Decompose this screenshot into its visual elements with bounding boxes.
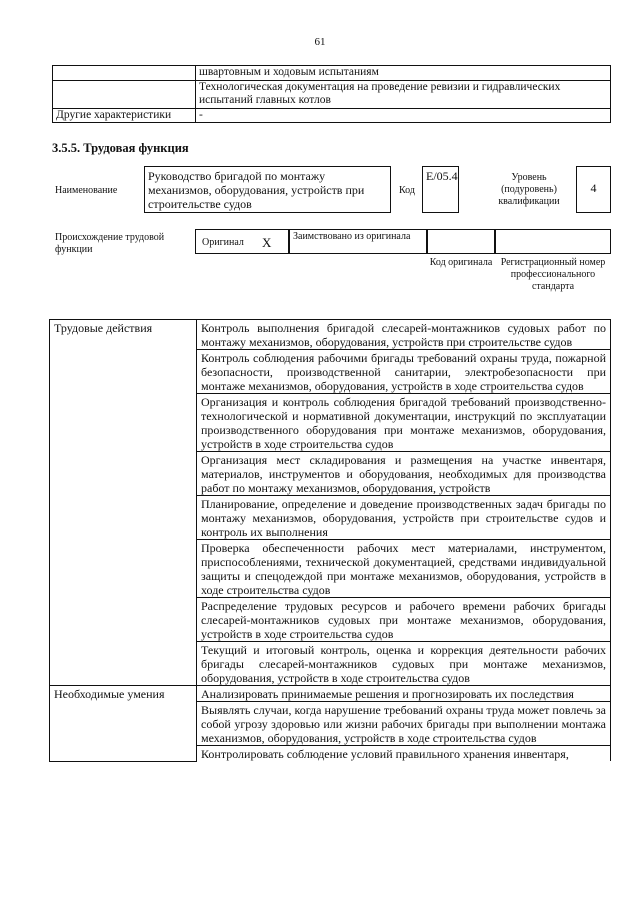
name-label: Наименование — [55, 185, 118, 196]
page-number: 61 — [314, 36, 326, 48]
code-label: Код — [399, 185, 415, 196]
original-code-caption: Код оригинала — [429, 257, 493, 268]
top-table-empty-cell — [53, 66, 196, 81]
top-table-empty-cell — [53, 80, 196, 108]
other-characteristics-label: Другие характеристики — [53, 108, 196, 123]
top-table-row2-text: Технологическая документация на проведение ревизии и гидравлических испытаний главных котлов — [196, 80, 611, 108]
code-box: E/05.4 — [422, 166, 459, 213]
original-code-box — [427, 229, 495, 254]
action-cell: Распределение трудовых ресурсов и рабочего времени рабочих бригады слесарей-монтажников судовых при монтаже механизмов, оборудования, устройств в ходе строительства судов — [197, 598, 611, 642]
action-cell: Контроль выполнения бригадой слесарей-монтажников судовых работ по монтажу механизмов, оборудования, устройств при строительстве судов — [197, 320, 611, 350]
top-table — [52, 65, 611, 123]
section-heading: 3.5.5. Трудовая функция — [52, 141, 189, 155]
actions-label: Трудовые действия — [50, 320, 197, 686]
other-characteristics-value: - — [196, 108, 611, 123]
action-cell: Организация мест складирования и размещения на участке инвентаря, материалов, инструментов и оборудования, необходимых для производства работ по монтажу механизмов, оборудования, устройств — [197, 452, 611, 496]
function-name-box: Руководство бригадой по монтажу механизмов, оборудования, устройств при строительстве судов — [144, 166, 391, 213]
registration-number-box — [495, 229, 611, 254]
main-table — [49, 319, 611, 762]
skills-label: Необходимые умения — [50, 686, 197, 762]
action-cell: Проверка обеспеченности рабочих мест материалами, инструментом, приспособлениями, технической документацией, средствами индивидуальной защиты и спецодеждой при монтаже механизмов, оборудования, устройств в ходе строительства судов — [197, 540, 611, 598]
original-mark: X — [262, 235, 272, 250]
action-cell: Организация и контроль соблюдения бригадой требований производственно-технологической и нормативной документации, инструкций по эксплуатации производственного оборудования при монтаже механизмов, оборудования, устройств в ходе строительства судов — [197, 394, 611, 452]
skill-cell: Выявлять случаи, когда нарушение требований охраны труда может повлечь за собой угрозу здоровью или жизни рабочих бригады при выполнении монтажа механизмов, оборудования, устройств в ходе строительства судов — [197, 702, 611, 746]
level-box: 4 — [576, 166, 611, 213]
registration-number-caption: Регистрационный номер профессионального стандарта — [500, 257, 606, 292]
original-box — [195, 229, 289, 254]
level-label: Уровень (подуровень) квалификации — [498, 172, 560, 207]
skill-cell: Анализировать принимаемые решения и прогнозировать их последствия — [197, 686, 611, 702]
skill-cell: Контролировать соблюдение условий правильного хранения инвентаря, — [197, 746, 611, 762]
action-cell: Текущий и итоговый контроль, оценка и коррекция деятельности рабочих бригады слесарей-монтажников судовых при монтаже механизмов, оборудования, устройств в ходе строительства судов — [197, 642, 611, 686]
top-table-row1-text: швартовным и ходовым испытаниям — [196, 66, 611, 81]
borrowed-box: Заимствовано из оригинала — [289, 229, 427, 254]
origin-label: Происхождение трудовой функции — [55, 232, 165, 255]
original-label: Оригинал — [202, 237, 244, 248]
action-cell: Контроль соблюдения рабочими бригады требований охраны труда, пожарной безопасности, производственной санитарии, электробезопасности при монтаже механизмов, оборудования, устройств в ходе строительства судов — [197, 350, 611, 394]
action-cell: Планирование, определение и доведение производственных задач бригады по монтажу механизмов, оборудования, устройств при строительстве судов и контроль их выполнения — [197, 496, 611, 540]
